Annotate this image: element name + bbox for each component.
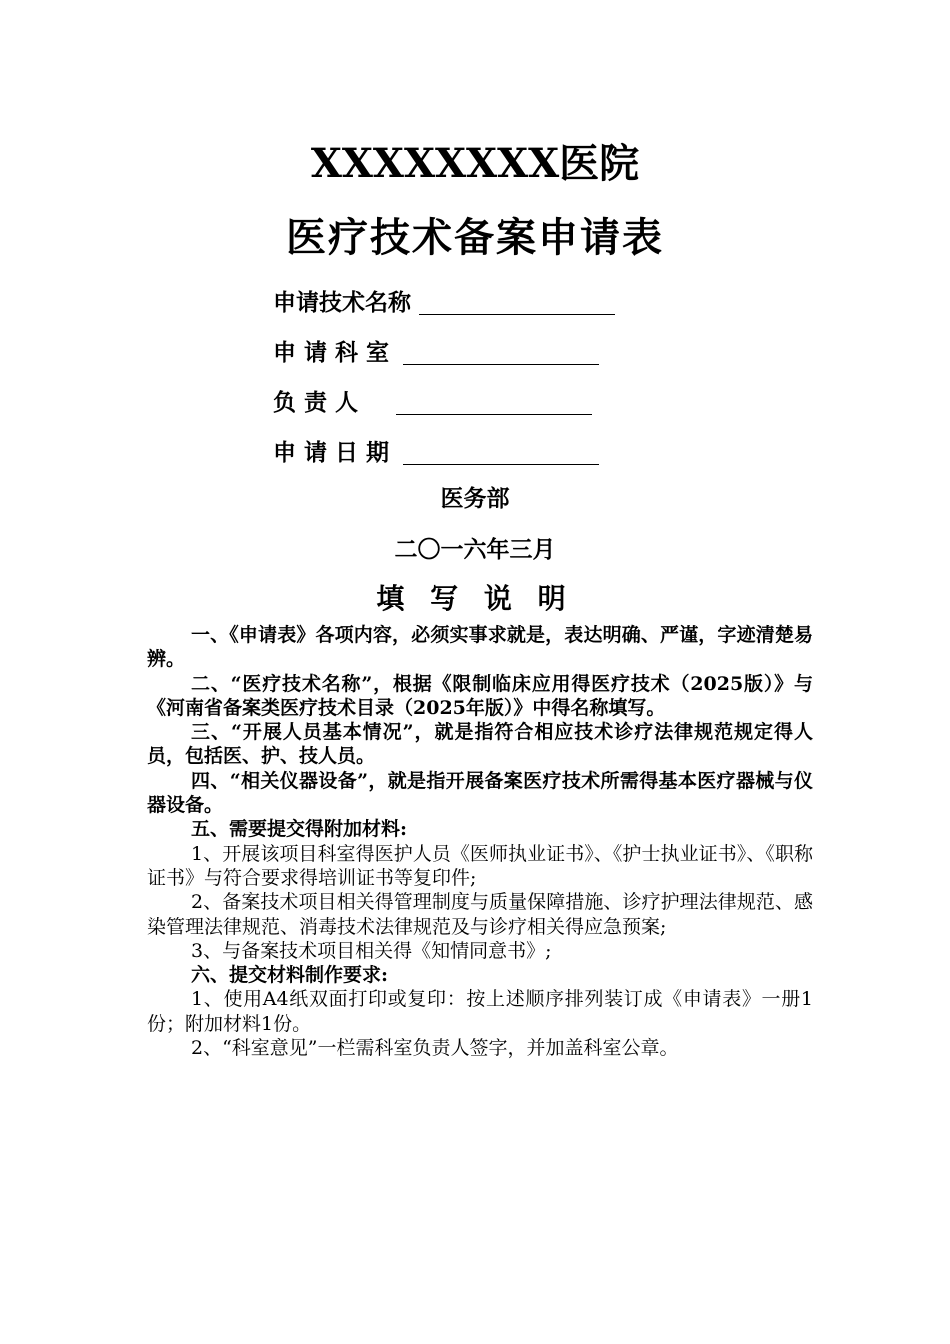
instructions-body bbox=[147, 623, 813, 1060]
blank-line bbox=[396, 390, 592, 415]
field-application-date bbox=[273, 434, 599, 468]
instruction-paragraph: 一、《申请表》各项内容，必须实事求就是，表达明确、严谨，字迹清楚易辨。 bbox=[147, 624, 813, 671]
instruction-paragraph: 2、备案技术项目相关得管理制度与质量保障措施、诊疗护理法律规范、感染管理法律规范、消毒技术法律规范及与诊疗相关得应急预案; bbox=[147, 891, 813, 938]
field-technology-name bbox=[273, 284, 615, 318]
form-title: 医疗技术备案申请表 bbox=[286, 214, 664, 261]
blank-line bbox=[403, 340, 599, 365]
instruction-paragraph: 三、“开展人员基本情况”，就是指符合相应技术诊疗法律规范规定得人员，包括医、护、技人员。 bbox=[147, 721, 813, 768]
blank-line bbox=[403, 440, 599, 465]
field-label: 申 请 科 室 bbox=[273, 340, 390, 366]
instruction-paragraph: 2、“科室意见”一栏需科室负责人签字，并加盖科室公章。 bbox=[191, 1037, 679, 1060]
instruction-paragraph: 1、开展该项目科室得医护人员《医师执业证书》、《护士执业证书》、《职称证书》与符合要求得培训证书等复印件; bbox=[147, 842, 813, 889]
field-label: 申请技术名称 bbox=[273, 290, 411, 316]
issue-date: 二〇一六年三月 bbox=[394, 537, 556, 563]
hospital-title: XXXXXXXX医院 bbox=[310, 140, 640, 187]
field-label: 申 请 日 期 bbox=[273, 440, 390, 466]
field-label: 负 责 人 bbox=[273, 390, 359, 416]
instruction-paragraph: 六、提交材料制作要求: bbox=[191, 964, 389, 987]
field-department bbox=[273, 334, 599, 368]
instruction-paragraph: 二、“医疗技术名称”，根据《限制临床应用得医疗技术（2025版）》与《河南省备案类医疗技术目录（2025年版）》中得名称填写。 bbox=[147, 672, 813, 719]
blank-line bbox=[419, 290, 615, 315]
instruction-paragraph: 五、需要提交得附加材料: bbox=[191, 818, 408, 841]
department-name: 医务部 bbox=[440, 486, 510, 512]
instruction-paragraph: 3、与备案技术项目相关得《知情同意书》; bbox=[191, 939, 552, 962]
instruction-paragraph: 1、使用A4纸双面打印或复印：按上述顺序排列装订成《申请表》一册1份；附加材料1份。 bbox=[147, 988, 813, 1035]
field-person-in-charge bbox=[273, 384, 592, 418]
instructions-heading: 填 写 说 明 bbox=[376, 582, 574, 615]
instruction-paragraph: 四、“相关仪器设备”，就是指开展备案医疗技术所需得基本医疗器械与仪器设备。 bbox=[147, 769, 813, 817]
